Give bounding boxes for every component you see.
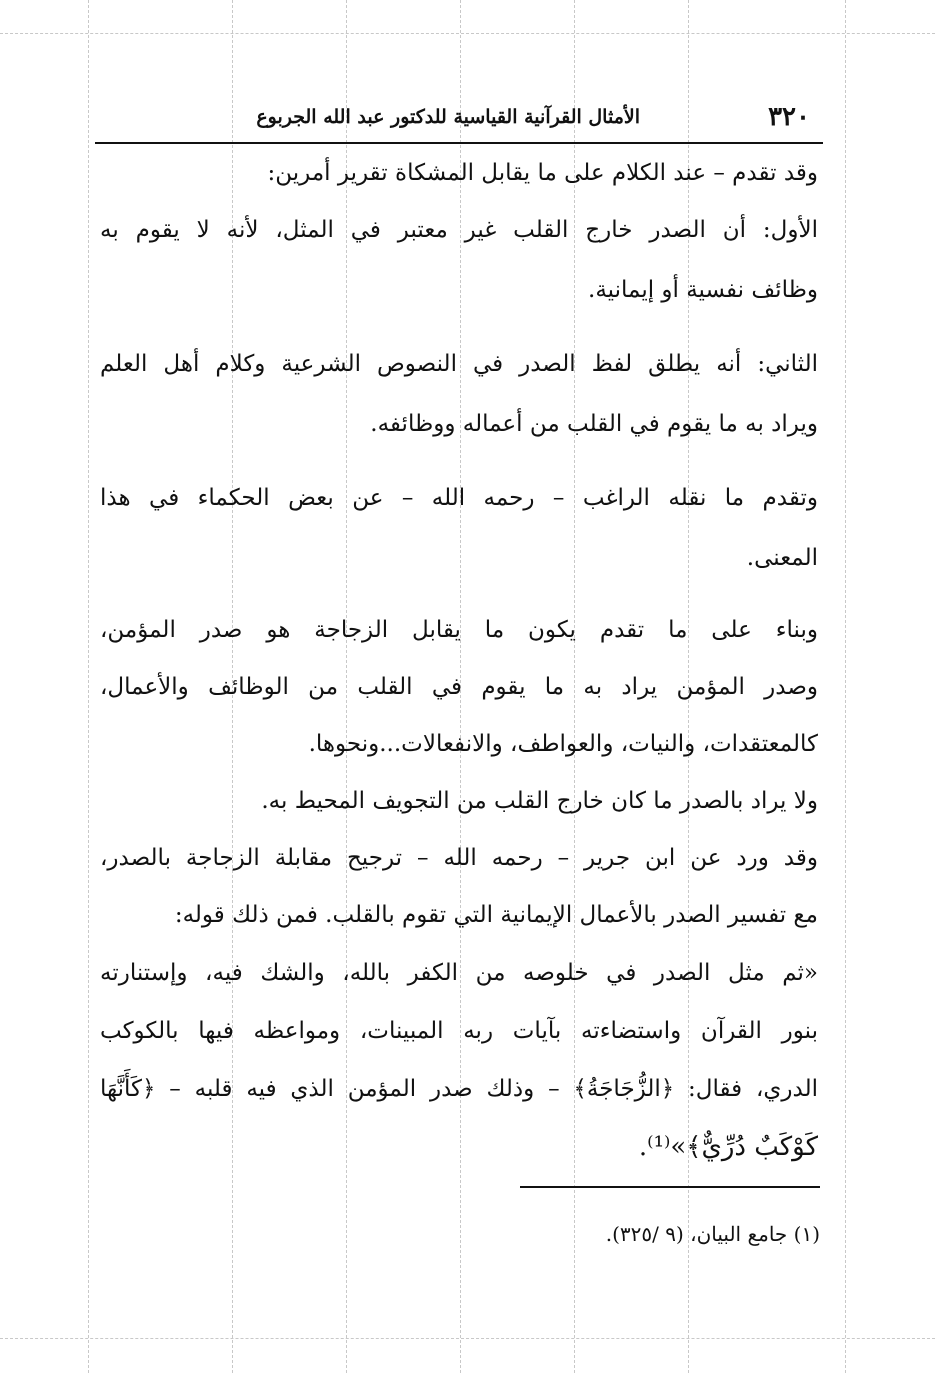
page-header	[95, 96, 820, 136]
text-line: الدري، فقال: ﴿الزُّجَاجَةُ﴾ – وذلك صدر المؤمن الذي فيه قلبه – ﴿كَأَنَّهَا	[100, 1076, 818, 1102]
footnote: (١) جامع البيان، (٩ /٣٢٥).	[605, 1222, 820, 1246]
paragraph-5	[100, 602, 818, 773]
footnote-rule	[520, 1186, 820, 1188]
text-line: بنور القرآن واستضاءته بآيات ربه المبينات، ومواعظه فيها بالكوكب	[100, 1018, 818, 1044]
text-line: وقد تقدم – عند الكلام على ما يقابل المشكاة تقرير أمرين:	[267, 160, 818, 186]
scan-guide-line	[0, 1338, 935, 1339]
header-rule	[95, 142, 823, 144]
scan-guide-line	[0, 33, 935, 34]
text-line: وقد ورد عن ابن جرير – رحمه الله – ترجيح مقابلة الزجاجة بالصدر،	[100, 845, 818, 871]
text-line: ويراد به ما يقوم في القلب من أعماله ووظائفه.	[370, 411, 818, 437]
scan-guide-line	[88, 0, 89, 1373]
paragraph-4	[100, 468, 818, 588]
text-line: وبناء على ما تقدم يكون ما يقابل الزجاجة هو صدر المؤمن،	[100, 617, 818, 643]
paragraph-1	[100, 160, 818, 186]
text-line: الثاني: أنه يطلق لفظ الصدر في النصوص الشرعية وكلام أهل العلم	[100, 351, 818, 377]
scan-guide-line	[845, 0, 846, 1373]
text-line: كَوْكَبٌ دُرِّيٌّ﴾»⁽¹⁾.	[638, 1132, 818, 1162]
paragraph-2	[100, 200, 818, 320]
paragraph-6	[100, 773, 818, 830]
text-line: الأول: أن الصدر خارج القلب غير معتبر في المثل، لأنه لا يقوم به	[100, 217, 818, 243]
paragraph-7	[100, 830, 818, 944]
quote-paragraph	[100, 944, 818, 1176]
running-title: الأمثال القرآنية القياسية للدكتور عبد الله الجربوع	[256, 106, 640, 128]
paragraph-3	[100, 334, 818, 454]
text-line: «ثم مثل الصدر في خلوصه من الكفر بالله، والشك فيه، وإستنارته	[100, 960, 818, 986]
page-body	[100, 160, 818, 1176]
page-number: ٣٢٠	[768, 102, 810, 132]
text-line: وتقدم ما نقله الراغب – رحمه الله – عن بعض الحكماء في هذا	[100, 485, 818, 511]
text-line: المعنى.	[746, 545, 818, 571]
text-line: مع تفسير الصدر بالأعمال الإيمانية التي تقوم بالقلب. فمن ذلك قوله:	[174, 902, 818, 928]
text-line: كالمعتقدات، والنيات، والعواطف، والانفعالات...ونحوها.	[308, 731, 818, 757]
text-line: ولا يراد بالصدر ما كان خارج القلب من التجويف المحيط به.	[261, 788, 818, 814]
text-line: وظائف نفسية أو إيمانية.	[588, 277, 818, 303]
text-line: وصدر المؤمن يراد به ما يقوم في القلب من الوظائف والأعمال،	[100, 674, 818, 700]
